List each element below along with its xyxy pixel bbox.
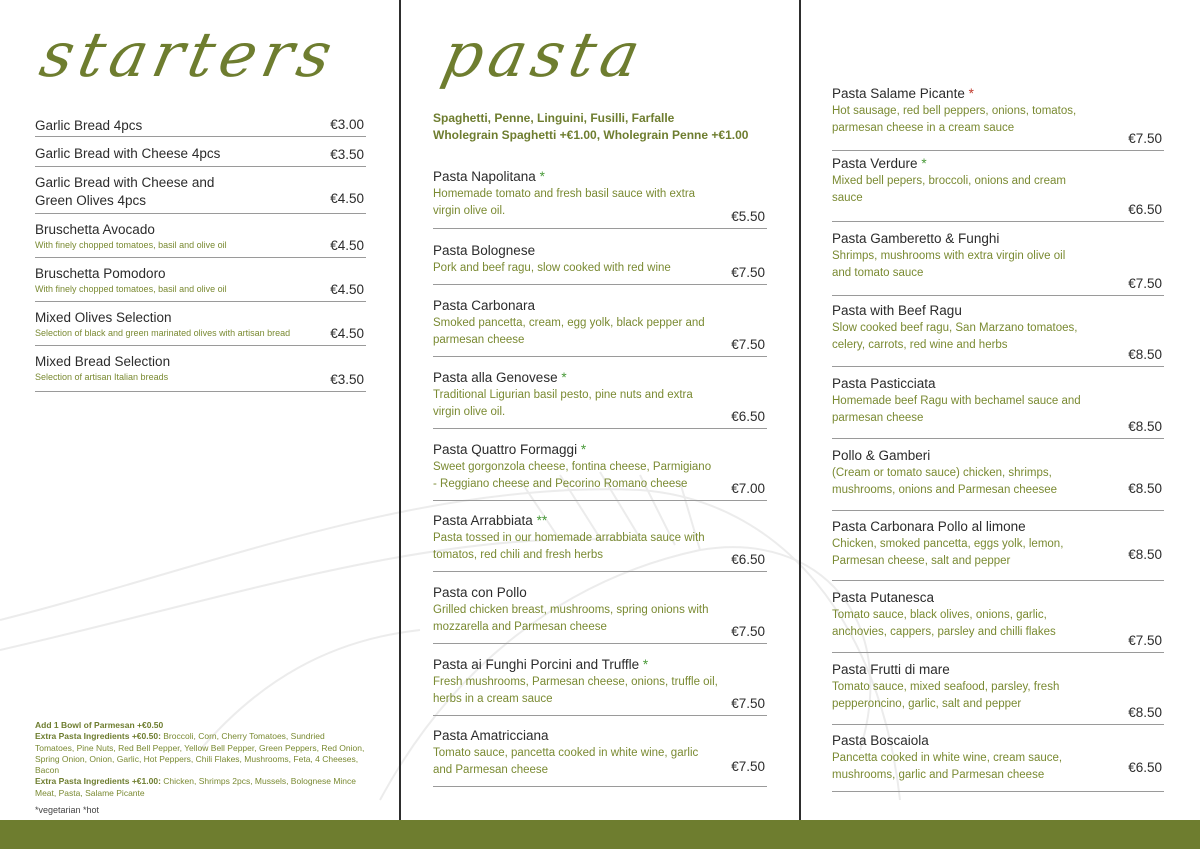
menu-item bbox=[832, 82, 1164, 151]
item-price: €6.50 bbox=[1128, 760, 1162, 775]
item-price: €7.50 bbox=[731, 624, 765, 639]
item-price: €8.50 bbox=[1128, 705, 1162, 720]
hot-mark: * bbox=[968, 86, 974, 101]
item-name: Mixed Olives Selection bbox=[35, 310, 172, 325]
item-price: €4.50 bbox=[330, 326, 364, 341]
item-description: Tomato sauce, black olives, onions, garlic, anchovies, cappers, parsley and chilli flakes bbox=[832, 609, 1056, 638]
item-name: Pasta alla Genovese * bbox=[433, 370, 567, 385]
item-description: With finely chopped tomatoes, basil and olive oil bbox=[35, 240, 227, 250]
menu-item bbox=[35, 214, 366, 258]
column-divider-left bbox=[399, 0, 401, 849]
item-price: €6.50 bbox=[731, 552, 765, 567]
item-name: Pasta Frutti di mare bbox=[832, 662, 950, 677]
menu-item bbox=[832, 725, 1164, 792]
item-name: Pasta Bolognese bbox=[433, 243, 536, 258]
item-description: Smoked pancetta, cream, egg yolk, black pepper and parmesan cheese bbox=[433, 317, 705, 346]
pasta-list bbox=[433, 110, 767, 787]
menu-item bbox=[433, 285, 767, 357]
hot-mark: ** bbox=[536, 513, 548, 528]
item-description: (Cream or tomato sauce) chicken, shrimps, mushrooms, onions and Parmesan cheesee bbox=[832, 467, 1058, 496]
parmesan-bowl-note: Add 1 Bowl of Parmesan +€0.50 bbox=[35, 720, 164, 730]
item-description: Tomato sauce, pancetta cooked in white wine, garlic and Parmesan cheese bbox=[433, 747, 699, 776]
item-description: Tomato sauce, mixed seafood, parsley, fresh pepperoncino, garlic, salt and pepper bbox=[832, 681, 1060, 710]
menu-item bbox=[832, 222, 1164, 296]
item-description: Sweet gorgonzola cheese, fontina cheese, Parmigiano - Reggiano cheese and Pecorino Romano cheese bbox=[433, 461, 712, 490]
item-price: €8.50 bbox=[1128, 419, 1162, 434]
item-price: €7.00 bbox=[731, 481, 765, 496]
menu-item bbox=[832, 367, 1164, 439]
menu-item bbox=[832, 439, 1164, 511]
starters-list bbox=[35, 110, 366, 392]
menu-item bbox=[433, 644, 767, 716]
item-description: Homemade tomato and fresh basil sauce with extra virgin olive oil. bbox=[433, 188, 696, 217]
item-name: Pasta Carbonara bbox=[433, 298, 536, 313]
item-price: €6.50 bbox=[731, 409, 765, 424]
menu-item bbox=[35, 110, 366, 137]
menu-item bbox=[832, 581, 1164, 653]
item-price: €5.50 bbox=[731, 209, 765, 224]
item-description: Pancetta cooked in white wine, cream sauce, mushrooms, garlic and Parmesan cheese bbox=[832, 752, 1063, 781]
vegetarian-mark: * bbox=[561, 370, 567, 385]
item-price: €4.50 bbox=[330, 191, 364, 206]
item-name: Garlic Bread with Cheese and bbox=[35, 175, 215, 190]
item-description: Hot sausage, red bell peppers, onions, tomatos, parmesan cheese in a cream sauce bbox=[832, 105, 1077, 134]
item-price: €7.50 bbox=[731, 696, 765, 711]
item-description: Traditional Ligurian basil pesto, pine nuts and extra virgin olive oil. bbox=[433, 389, 693, 418]
item-description: Pasta tossed in our homemade arrabbiata sauce with tomatos, red chili and fresh herbs bbox=[433, 532, 705, 561]
item-name: Pasta with Beef Ragu bbox=[832, 303, 962, 318]
vegetarian-mark: * bbox=[580, 442, 587, 457]
item-name: Pasta Arrabbiata ** bbox=[433, 513, 548, 528]
item-price: €4.50 bbox=[330, 238, 364, 253]
menu-item bbox=[35, 258, 366, 302]
item-description: Selection of artisan Italian breads bbox=[35, 372, 169, 382]
legend-key: *vegetarian *hot bbox=[35, 805, 100, 816]
item-description: Slow cooked beef ragu, San Marzano tomatoes, celery, carrots, red wine and herbs bbox=[832, 322, 1078, 351]
menu-item bbox=[433, 716, 767, 787]
item-description: Shrimps, mushrooms with extra virgin olive oil and tomato sauce bbox=[832, 250, 1066, 279]
extra-ingredients-100: Extra Pasta Ingredients +€1.00: Chicken, Shrimps 2pcs, Mussels, Bolognese Mince Meat, Pasta, Salame Picante bbox=[35, 776, 357, 798]
item-price: €7.50 bbox=[731, 337, 765, 352]
item-description: Homemade beef Ragu with bechamel sauce and parmesan cheese bbox=[832, 395, 1081, 424]
item-description: Pork and beef ragu, slow cooked with red wine bbox=[433, 262, 671, 274]
menu-item bbox=[35, 346, 366, 392]
item-name: Garlic Bread with Cheese 4pcs bbox=[35, 146, 221, 161]
item-name: Pasta Amatricciana bbox=[433, 728, 549, 743]
item-name: Pasta Salame Picante * bbox=[832, 86, 974, 101]
item-name: Pasta Boscaiola bbox=[832, 733, 929, 748]
item-price: €6.50 bbox=[1128, 202, 1162, 217]
item-description: With finely chopped tomatoes, basil and olive oil bbox=[35, 284, 227, 294]
item-price: €3.00 bbox=[330, 117, 364, 132]
menu-item bbox=[35, 167, 366, 214]
menu-item bbox=[35, 302, 366, 346]
menu-item bbox=[832, 511, 1164, 581]
menu-item bbox=[433, 429, 767, 501]
item-name: Bruschetta Avocado bbox=[35, 222, 155, 237]
menu-item bbox=[433, 357, 767, 429]
item-price: €3.50 bbox=[330, 147, 364, 162]
pasta-title: pasta bbox=[436, 18, 653, 91]
starters-title: starters bbox=[34, 18, 345, 91]
item-price: €4.50 bbox=[330, 282, 364, 297]
menu-item bbox=[832, 296, 1164, 367]
item-name: Mixed Bread Selection bbox=[35, 354, 171, 369]
item-description: Fresh mushrooms, Parmesan cheese, onions, truffle oil, herbs in a cream sauce bbox=[433, 676, 718, 705]
item-name: Pasta Pasticciata bbox=[832, 376, 936, 391]
item-description: Chicken, smoked pancetta, eggs yolk, lemon, Parmesan cheese, salt and pepper bbox=[832, 538, 1064, 567]
pasta-intro bbox=[433, 110, 767, 144]
item-name: Pasta con Pollo bbox=[433, 585, 527, 600]
item-name: Pasta Gamberetto & Funghi bbox=[832, 231, 1000, 246]
item-price: €7.50 bbox=[1128, 633, 1162, 648]
item-name: Pasta Carbonara Pollo al limone bbox=[832, 519, 1026, 534]
menu-item bbox=[433, 501, 767, 572]
extra-ingredients-050: Extra Pasta Ingredients +€0.50: Broccoli, Corn, Cherry Tomatoes, Sundried Tomatoes, Pine Nuts, Red Bell Pepper, Yellow Bell Pepper, Green Peppers, Red Onion, Spring Onion, Onion, Garlic, Hot Peppers, Chili Flakes, Mushrooms, Feta, 4 Cheeses, Bacon bbox=[35, 731, 365, 776]
pasta-list-continued bbox=[832, 82, 1164, 792]
item-description: Selection of black and green marinated olives with artisan bread bbox=[35, 328, 291, 338]
item-name: Garlic Bread 4pcs bbox=[35, 118, 143, 133]
item-name: Pasta Napolitana * bbox=[433, 169, 545, 184]
item-name: Pasta Putanesca bbox=[832, 590, 935, 605]
item-price: €8.50 bbox=[1128, 347, 1162, 362]
menu-item bbox=[433, 572, 767, 644]
menu-item bbox=[433, 229, 767, 285]
item-name: Pasta Verdure * bbox=[832, 156, 927, 171]
item-price: €7.50 bbox=[1128, 276, 1162, 291]
footer-band bbox=[0, 820, 1200, 849]
item-name: Pasta ai Funghi Porcini and Truffle * bbox=[433, 657, 649, 672]
vegetarian-mark: * bbox=[642, 657, 649, 672]
item-price: €7.50 bbox=[731, 759, 765, 774]
extras-notes bbox=[35, 720, 365, 815]
menu-item bbox=[832, 151, 1164, 222]
vegetarian-mark: * bbox=[921, 156, 927, 171]
item-name: Pollo & Gamberi bbox=[832, 448, 931, 463]
pasta-shapes: Spaghetti, Penne, Linguini, Fusilli, Farfalle bbox=[433, 111, 675, 125]
item-description: Grilled chicken breast, mushrooms, spring onions with mozzarella and Parmesan cheese bbox=[433, 604, 709, 633]
item-price: €7.50 bbox=[1128, 131, 1162, 146]
item-price: €3.50 bbox=[330, 372, 364, 387]
item-name-line2: Green Olives 4pcs bbox=[35, 193, 147, 208]
item-name: Bruschetta Pomodoro bbox=[35, 266, 166, 281]
item-price: €8.50 bbox=[1128, 481, 1162, 496]
item-price: €8.50 bbox=[1128, 547, 1162, 562]
menu-item bbox=[433, 166, 767, 229]
item-price: €7.50 bbox=[731, 265, 765, 280]
pasta-wholegrain: Wholegrain Spaghetti +€1.00, Wholegrain Penne +€1.00 bbox=[433, 128, 749, 142]
vegetarian-mark: * bbox=[539, 169, 545, 184]
menu-item bbox=[35, 137, 366, 167]
item-description: Mixed bell pepers, broccoli, onions and cream sauce bbox=[832, 175, 1066, 204]
menu-item bbox=[832, 653, 1164, 725]
column-divider-right bbox=[799, 0, 801, 849]
item-name: Pasta Quattro Formaggi * bbox=[433, 442, 587, 457]
